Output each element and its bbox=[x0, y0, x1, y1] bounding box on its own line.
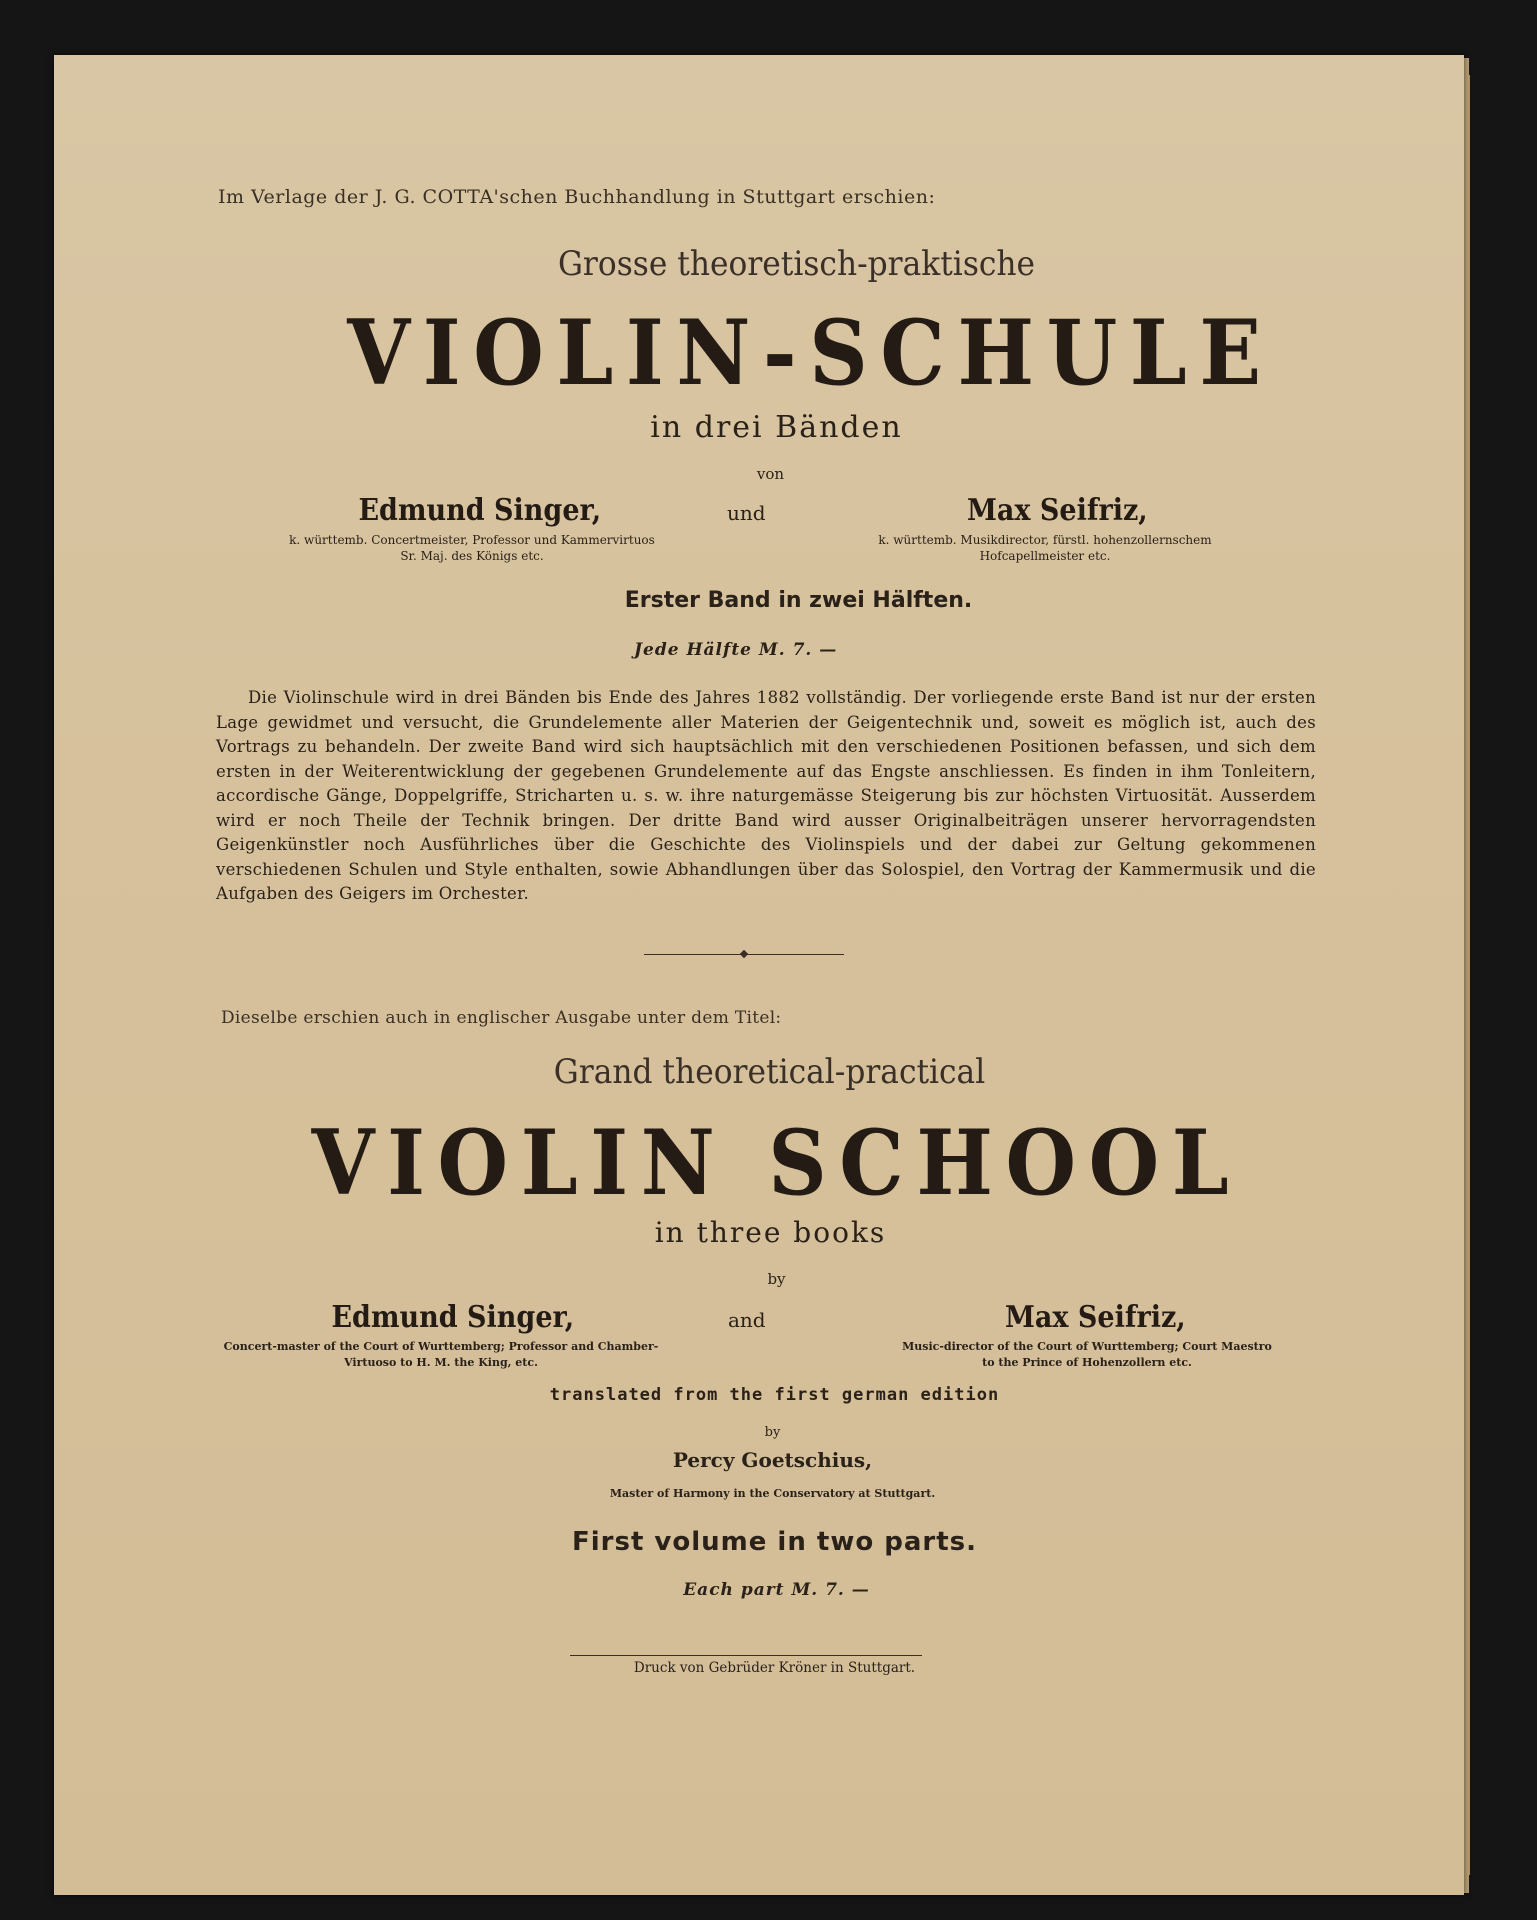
publisher-line: Im Verlage der J. G. COTTA'schen Buchhandlung in Stuttgart erschien: bbox=[218, 186, 936, 208]
english-subtitle: Grand theoretical-practical bbox=[553, 1052, 986, 1092]
german-price: Jede Hälfte M. 7. — bbox=[634, 640, 838, 660]
credit-line: Virtuoso to H. M. the King, etc. bbox=[344, 1356, 538, 1369]
english-price: Each part M. 7. — bbox=[683, 1580, 870, 1600]
credit-line: Concert-master of the Court of Wurttemberg; Professor and Chamber- bbox=[223, 1340, 659, 1353]
english-author1-name: Edmund Singer, bbox=[331, 1300, 575, 1335]
german-and: und bbox=[727, 501, 766, 525]
credit-line: k. württemb. Concertmeister, Professor und Kammervirtuos bbox=[289, 533, 655, 547]
english-by: by bbox=[767, 1270, 786, 1288]
german-description: Die Violinschule wird in drei Bänden bis Ende des Jahres 1882 vollständig. Der vorliegende erste Band ist nur der ersten Lage gewidmet und versucht, die Grundelemente aller Materien der Geigentechnik und, soweit es möglich ist, auch des Vortrags zu behandeln. Der zweite Band wird sich hauptsächlich mit den verschiedenen Positionen befassen, und sich dem ersten in der Weiterentwicklung der gegebenen Grundelemente auf das Engste anschliessen. Es finden in ihm Tonleitern, accordische Gänge, Doppelgriffe, Stricharten u. s. w. ihre naturgemässe Steigerung bis zur höchsten Virtuosität. Ausserdem wird er noch Theile der Technik bringen. Der dritte Band wird ausser Originalbeiträgen unserer hervorragendsten Geigenkünstler noch Ausführliches über die Geschichte des Violinspiels und der dabei zur Geltung gekommenen verschiedenen Schulen und Style enthalten, sowie Abhandlungen über das Solospiel, den Vortrag der Kammermusik und die Aufgaben des Geigers im Orchester. bbox=[216, 688, 1316, 903]
english-author2-name: Max Seifriz, bbox=[1005, 1300, 1186, 1335]
english-and: and bbox=[728, 1308, 766, 1332]
german-by: von bbox=[756, 465, 785, 483]
german-title: VIOLIN-SCHULE bbox=[347, 300, 1274, 406]
german-author1-credit bbox=[262, 532, 682, 564]
translator-credit: Master of Harmony in the Conservatory at Stuttgart. bbox=[609, 1487, 936, 1500]
printer-line: Druck von Gebrüder Kröner in Stuttgart. bbox=[633, 1660, 916, 1676]
german-author2-credit bbox=[860, 532, 1230, 564]
credit-line: Music-director of the Court of Wurttemberg; Court Maestro bbox=[902, 1340, 1272, 1353]
english-title: VIOLIN SCHOOL bbox=[311, 1110, 1242, 1216]
english-intro: Dieselbe erschien auch in englischer Ausgabe unter dem Titel: bbox=[221, 1008, 782, 1028]
german-subtitle: Grosse theoretisch-praktische bbox=[557, 244, 1036, 284]
credit-line: Sr. Maj. des Königs etc. bbox=[400, 549, 544, 563]
english-author2-credit bbox=[882, 1339, 1292, 1371]
english-books-line: in three books bbox=[654, 1216, 887, 1249]
german-volume-line: Erster Band in zwei Hälften. bbox=[624, 588, 973, 613]
german-author2-name: Max Seifriz, bbox=[967, 493, 1148, 528]
translated-line: translated from the first german edition bbox=[549, 1385, 1000, 1405]
credit-line: to the Prince of Hohenzollern etc. bbox=[982, 1356, 1192, 1369]
german-author1-name: Edmund Singer, bbox=[358, 493, 602, 528]
credit-line: k. württemb. Musikdirector, fürstl. hohenzollernschem bbox=[878, 533, 1212, 547]
translated-by: by bbox=[764, 1425, 781, 1440]
english-volume-line: First volume in two parts. bbox=[571, 1527, 978, 1557]
english-author1-credit bbox=[196, 1339, 686, 1371]
translator-name: Percy Goetschius, bbox=[672, 1448, 873, 1472]
german-books-line: in drei Bänden bbox=[650, 410, 903, 445]
printer-rule bbox=[570, 1655, 922, 1656]
credit-line: Hofcapellmeister etc. bbox=[979, 549, 1111, 563]
